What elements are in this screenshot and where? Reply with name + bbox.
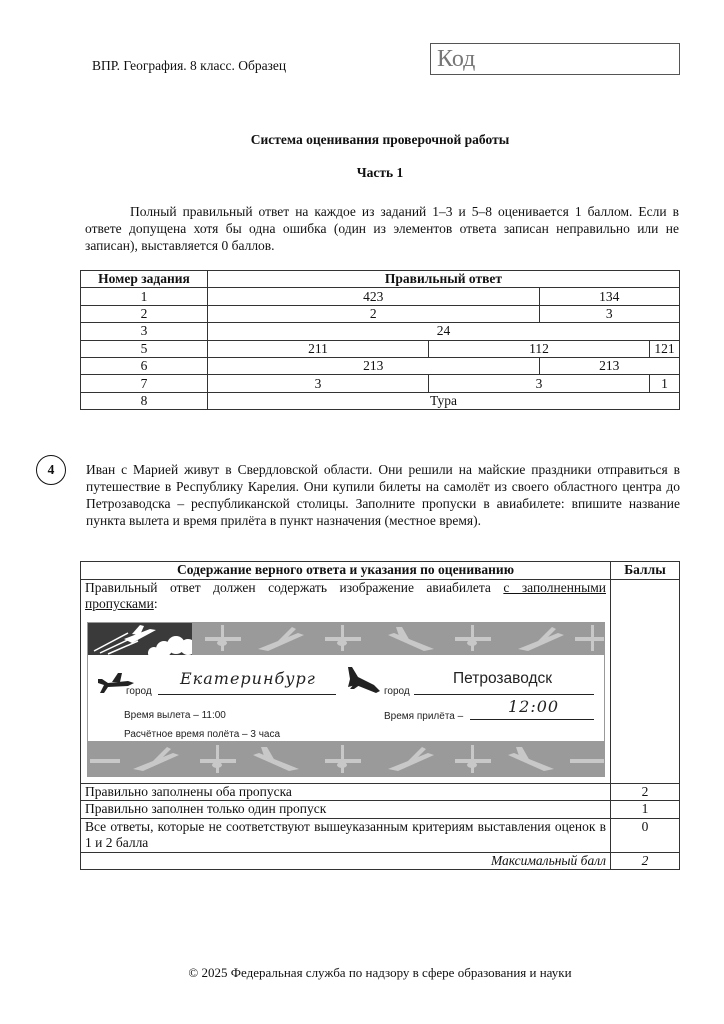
answer-cell: 121 bbox=[650, 340, 680, 357]
table-row bbox=[81, 392, 680, 409]
header-points: Баллы bbox=[611, 562, 680, 580]
answer-intro-underlined: с заполненными пропусками bbox=[85, 579, 606, 611]
criterion-text: Правильно заполнены оба пропуска bbox=[81, 783, 611, 801]
code-field[interactable]: Код bbox=[430, 43, 680, 75]
criteria-row bbox=[81, 783, 680, 801]
answer-cell: 112 bbox=[429, 340, 650, 357]
answer-intro-colon: : bbox=[153, 596, 158, 611]
answer-table-header bbox=[81, 271, 680, 288]
arrival-time-line bbox=[470, 719, 594, 720]
table-row bbox=[81, 375, 680, 392]
criterion-points: 1 bbox=[611, 801, 680, 819]
task-number: 5 bbox=[81, 340, 208, 357]
task-number-badge: 4 bbox=[36, 455, 66, 485]
ticket-logo-corner bbox=[88, 623, 192, 655]
max-score-value: 2 bbox=[611, 852, 680, 870]
arrival-plane-icon bbox=[346, 667, 380, 693]
arrival-city-value: Петрозаводск bbox=[453, 669, 553, 687]
task-number: 6 bbox=[81, 357, 208, 374]
table-row bbox=[81, 305, 680, 322]
criteria-header bbox=[81, 562, 680, 580]
scoring-intro-text: Полный правильный ответ на каждое из заданий 1–3 и 5–8 оценивается 1 баллом. Если в ответе допущена хотя бы одна ошибка (один из элементов ответа записан неправильно или не записан), выставляется 0 баллов. bbox=[85, 204, 679, 253]
logo-plane-icon bbox=[88, 623, 192, 655]
answer-intro bbox=[85, 580, 606, 613]
header-task-number: Номер задания bbox=[81, 271, 208, 288]
task-number: 1 bbox=[81, 288, 208, 305]
task-number: 2 bbox=[81, 305, 208, 322]
criterion-text: Правильно заполнен только один пропуск bbox=[81, 801, 611, 819]
answer-cell: 3 bbox=[208, 375, 429, 392]
scoring-intro bbox=[85, 203, 679, 254]
header-content: Содержание верного ответа и указания по оцениванию bbox=[81, 562, 611, 580]
answer-cell: 3 bbox=[429, 375, 650, 392]
answer-content-row bbox=[81, 579, 680, 783]
answer-cell: 24 bbox=[208, 323, 680, 340]
table-row bbox=[81, 323, 680, 340]
ticket-bottom-band bbox=[88, 741, 604, 776]
arrival-time-value: 12:00 bbox=[508, 696, 560, 716]
arrival-time-label: Время прилёта – bbox=[384, 710, 464, 722]
table-row bbox=[81, 357, 680, 374]
criterion-points: 0 bbox=[611, 818, 680, 852]
answer-table bbox=[80, 270, 680, 410]
departure-city-label: город bbox=[126, 685, 152, 697]
max-score-row bbox=[81, 852, 680, 870]
document-header: ВПР. География. 8 класс. Образец bbox=[92, 58, 287, 73]
task-text: Иван с Марией живут в Свердловской области. Они решили на майские праздники отправиться в путешествие в Республику Карелия. Они купили билеты на самолёт из своего областного центра до Петрозаводска – республиканской столицы. Заполните пропуски в авиабилете: впишите название пункта вылета и время прилёта в пункт назначения (местное время). bbox=[86, 462, 680, 528]
answer-cell: 213 bbox=[208, 357, 540, 374]
criterion-points: 2 bbox=[611, 783, 680, 801]
points-cell-empty bbox=[611, 579, 680, 783]
answer-cell: 134 bbox=[539, 288, 679, 305]
answer-cell: 3 bbox=[539, 305, 679, 322]
arrival-city-label: город bbox=[384, 685, 410, 697]
departure-city-line bbox=[158, 694, 336, 695]
header-correct-answer: Правильный ответ bbox=[208, 271, 680, 288]
criteria-table bbox=[80, 561, 680, 870]
section-title: Система оценивания проверочной работы bbox=[250, 132, 510, 147]
task-number: 7 bbox=[81, 375, 208, 392]
task-number: 3 bbox=[81, 323, 208, 340]
criterion-text: Все ответы, которые не соответствуют вышеуказанным критериям выставления оценок в 1 и 2 балла bbox=[81, 818, 611, 852]
table-row bbox=[81, 340, 680, 357]
answer-cell: 2 bbox=[208, 305, 540, 322]
arrival-city-line bbox=[414, 694, 594, 695]
criteria-row bbox=[81, 818, 680, 852]
answer-cell: Тура bbox=[208, 392, 680, 409]
answer-cell: 213 bbox=[539, 357, 679, 374]
answer-cell: 423 bbox=[208, 288, 540, 305]
answer-intro-text: Правильный ответ должен содержать изображение авиабилета bbox=[85, 579, 504, 595]
copyright-footer: © 2025 Федеральная служба по надзору в сфере образования и науки bbox=[188, 965, 572, 980]
max-score-label: Максимальный балл bbox=[81, 852, 611, 870]
table-row bbox=[81, 288, 680, 305]
departure-time: Время вылета – 11:00 bbox=[124, 709, 226, 721]
task-number: 8 bbox=[81, 392, 208, 409]
part-title: Часть 1 bbox=[356, 165, 404, 180]
answer-cell: 1 bbox=[650, 375, 680, 392]
answer-content-cell bbox=[81, 579, 611, 783]
airline-ticket bbox=[87, 622, 605, 777]
departure-city-value: Екатеринбург bbox=[180, 668, 316, 688]
planes-pattern-icon bbox=[88, 741, 605, 776]
answer-cell: 211 bbox=[208, 340, 429, 357]
criteria-row bbox=[81, 801, 680, 819]
flight-duration: Расчётное время полёта – 3 часа bbox=[124, 728, 281, 740]
